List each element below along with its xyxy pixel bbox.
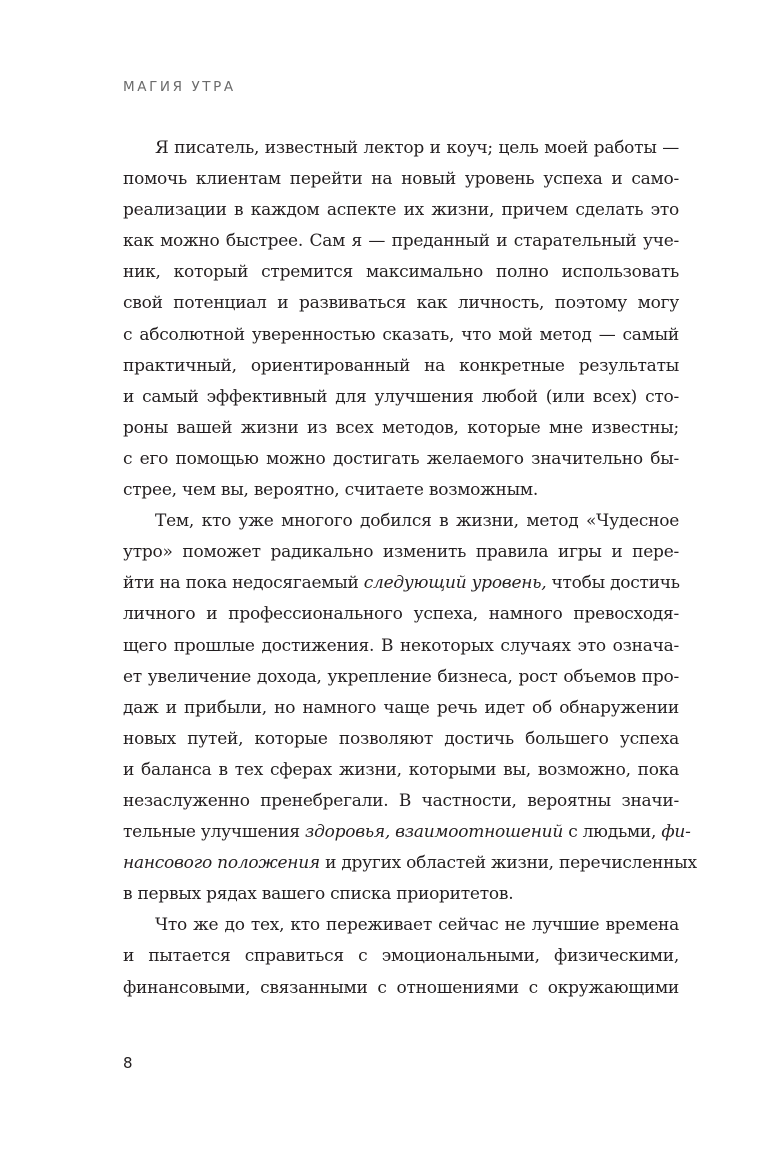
text-line: и самый эффективный для улучшения любой (или всех) сто- [123,386,679,407]
text-line: с абсолютной уверенностью сказать, что мой метод — самый [123,324,679,345]
text-line: даж и прибыли, но намного чаще речь идет об обнаружении [123,697,679,718]
text-line: стрее, чем вы, вероятно, считаете возможным. [123,480,539,501]
text-line: Тем, кто уже многого добился в жизни, метод «Чудесное [155,511,679,532]
text-line: помочь клиентам перейти на новый уровень успеха и само- [123,169,679,190]
text-line: финансовыми, связанными с отношениями с окружающими [123,977,679,998]
text-line: в первых рядах вашего списка приоритетов. [123,884,514,905]
page-number: 8 [123,1054,133,1072]
text-line: ет увеличение дохода, укрепление бизнеса, рост объемов про- [123,666,679,687]
text-line: щего прошлые достижения. В некоторых случаях это означа- [123,635,679,656]
running-header: МАГИЯ УТРА [123,79,236,95]
text-run: и других областей жизни, перечисленных [319,853,697,874]
text-line: с его помощью можно достигать желаемого значительно бы- [123,448,679,469]
text-line: роны вашей жизни из всех методов, которые мне известны; [123,417,679,438]
italic-text-run: следующий уровень, [363,573,547,594]
text-line [123,817,691,848]
text-line [123,537,679,568]
text-line [123,568,679,599]
text-line: новых путей, которые позволяют достичь большего успеха [123,728,679,749]
text-line: реализации в каждом аспекте их жизни, причем сделать это [123,200,679,221]
italic-text-run: здоровья, взаимоотношений [305,822,564,843]
text-line: свой потенциал и развиваться как личность, поэтому могу [123,293,679,314]
text-line: Что же до тех, кто переживает сейчас не лучшие времена [155,915,679,936]
text-line: Я писатель, известный лектор и коуч; цель моей работы — [155,138,679,158]
body-text [123,133,697,1004]
text-line [123,848,697,879]
text-run: с людьми, [563,822,662,843]
italic-text-run: нансового положения [123,853,320,874]
text-line: личного и профессионального успеха, намного превосходя- [123,604,679,625]
text-run: утро» поможет радикально изменить правила игры и пере- [123,542,679,563]
text-run: тельные улучшения [123,822,306,843]
text-line: практичный, ориентированный на конкретные результаты [123,355,679,376]
text-line: ник, который стремится максимально полно использовать [123,262,679,283]
text-line: как можно быстрее. Сам я — преданный и старательный уче- [123,231,679,252]
text-line: незаслуженно пренебрегали. В частности, вероятны значи- [123,790,679,811]
text-run: йти на пока недосягаемый [123,573,364,594]
text-run: чтобы достичь [546,573,680,594]
text-line: и пытается справиться с эмоциональными, физическими, [123,946,679,967]
italic-text-run: фи- [661,822,691,843]
text-line: и баланса в тех сферах жизни, которыми вы, возможно, пока [123,759,679,780]
